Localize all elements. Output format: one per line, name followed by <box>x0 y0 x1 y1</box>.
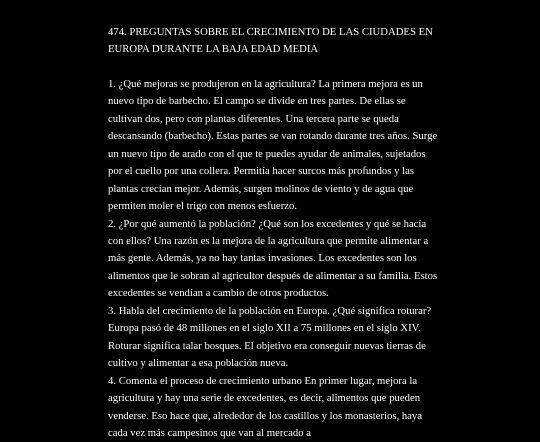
paragraph-question-2: 2. ¿Por qué aumentó la población? ¿Qué son los excedentes y qué se hacía con ellos? Una razón es la mejora de la agricultura que permite alimentar a más gente. Además, ya no hay tantas invasiones. Los excedentes son los alimentos que le sobran al agricultor después de alimentar a su familia. Estos excedentes se vendían a cambio de otros productos. <box>108 217 438 300</box>
document-page <box>108 24 438 442</box>
paragraph-question-1: 1. ¿Qué mejoras se produjeron en la agricultura? La primera mejora es un nuevo tipo de barbecho. El campo se divide en tres partes. De ellas se cultivan dos, pero con plantas diferentes. Una tercera parte se queda descansando (barbecho). Estas partes se van rotando durante tres años. Surge un nuevo tipo de arado con el que te puedes ayudar de animales, sujetados por el cuello por una collera. Permitía hacer surcos más profundos y las plantas crecían mejor. Además, surgen molinos de viento y de agua que permiten moler el trigo con menos esfuerzo. <box>108 77 438 213</box>
paragraph-question-4: 4. Comenta el proceso de crecimiento urbano En primer lugar, mejora la agricultura y hay una serie de excedentes, es decir, alimentos que pueden venderse. Eso hace que, alrededor de los castillos y los monasterios, haya cada vez más campesinos que van al mercado a <box>108 374 422 439</box>
document-body <box>108 76 438 442</box>
paragraph-question-3: 3. Habla del crecimiento de la población en Europa. ¿Qué significa roturar? Europa pasó de 48 millones en el siglo XII a 75 millones en el siglo XIV. Roturar significa talar bosques. El objetivo era conseguir nuevas tierras de cultivo y alimentar a esa población nueva. <box>108 304 432 370</box>
document-title: 474. PREGUNTAS SOBRE EL CRECIMIENTO DE LAS CIUDADES EN EUROPA DURANTE LA BAJA EDAD MEDIA <box>108 26 433 56</box>
